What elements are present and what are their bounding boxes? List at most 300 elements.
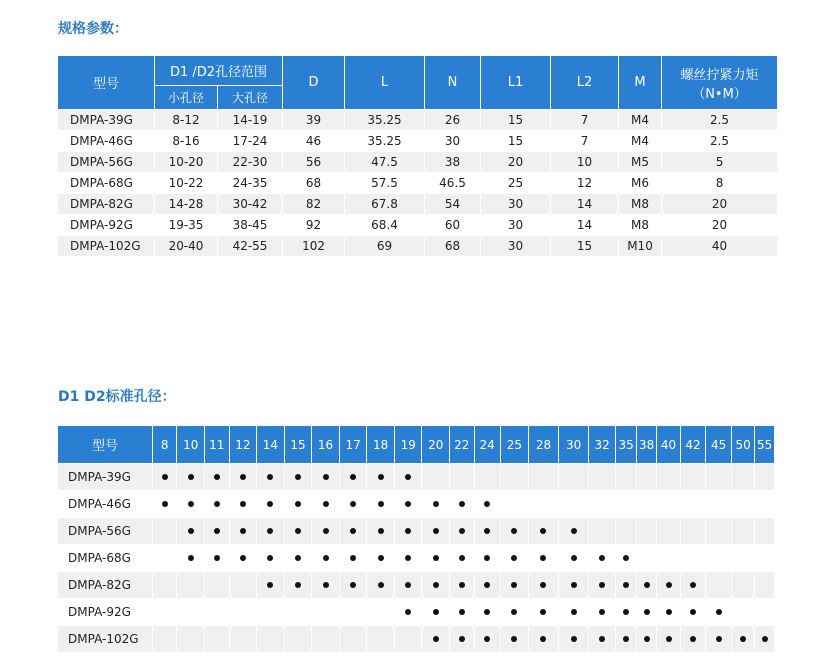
availability-dot [644, 609, 650, 615]
bore-cell [395, 599, 423, 626]
availability-dot [623, 582, 629, 588]
bore-cell [732, 572, 755, 599]
bore-cell [616, 599, 636, 626]
bore-cell [230, 572, 258, 599]
availability-dot [459, 609, 465, 615]
bore-cell [657, 572, 680, 599]
spec-row [58, 215, 778, 236]
bore-size-header: 11 [205, 426, 230, 464]
spec-row [58, 173, 778, 194]
availability-dot [350, 582, 356, 588]
bore-row [58, 491, 775, 518]
availability-dot [433, 582, 439, 588]
bore-cell [501, 545, 529, 572]
bore-cell [732, 545, 755, 572]
spec-cell-model: DMPA-39G [58, 110, 155, 131]
spec-cell: 38-45 [218, 215, 283, 236]
availability-dot [295, 474, 301, 480]
bore-size-header: 42 [681, 426, 707, 464]
spec-cell: 46.5 [425, 173, 481, 194]
bore-cell [637, 464, 657, 491]
bore-cell [422, 572, 450, 599]
bore-header-model: 型号 [58, 426, 153, 464]
bore-cell [450, 572, 475, 599]
spec-cell: 5 [662, 152, 778, 173]
bore-cell [205, 545, 230, 572]
bore-cell-model: DMPA-39G [58, 464, 153, 491]
bore-table [58, 426, 775, 653]
availability-dot [540, 609, 546, 615]
bore-size-header: 38 [637, 426, 657, 464]
header-n: N [425, 56, 481, 110]
bore-size-header: 40 [657, 426, 680, 464]
bore-cell [257, 545, 285, 572]
bore-cell [153, 572, 178, 599]
bore-cell [559, 626, 589, 653]
header-torque [662, 56, 778, 110]
availability-dot [484, 636, 490, 642]
header-l1: L1 [481, 56, 551, 110]
bore-cell [475, 572, 502, 599]
availability-dot [459, 528, 465, 534]
spec-cell: 30 [481, 236, 551, 257]
availability-dot [690, 609, 696, 615]
bore-cell [205, 464, 230, 491]
bore-cell [285, 599, 313, 626]
availability-dot [162, 501, 168, 507]
bore-cell [395, 491, 423, 518]
spec-cell: 68 [283, 173, 345, 194]
bore-cell [340, 491, 368, 518]
bore-cell [340, 518, 368, 545]
availability-dot [240, 528, 246, 534]
bore-cell [367, 545, 395, 572]
spec-cell: 30-42 [218, 194, 283, 215]
bore-table-body [58, 464, 775, 653]
bore-cell [312, 518, 340, 545]
bore-cell [312, 599, 340, 626]
spec-cell-model: DMPA-46G [58, 131, 155, 152]
availability-dot [484, 555, 490, 561]
spec-cell: 69 [345, 236, 425, 257]
bore-cell [559, 545, 589, 572]
bore-cell-model: DMPA-68G [58, 545, 153, 572]
spec-cell: 38 [425, 152, 481, 173]
bore-size-header: 22 [450, 426, 475, 464]
spec-row [58, 152, 778, 173]
availability-dot [690, 582, 696, 588]
bore-cell [450, 518, 475, 545]
availability-dot [240, 555, 246, 561]
spec-cell: 46 [283, 131, 345, 152]
bore-cell [681, 626, 707, 653]
spec-row [58, 194, 778, 215]
bore-cell [706, 599, 732, 626]
availability-dot [267, 528, 273, 534]
spec-cell: 15 [481, 110, 551, 131]
spec-cell: 39 [283, 110, 345, 131]
spec-cell: M5 [619, 152, 662, 173]
spec-cell: 42-55 [218, 236, 283, 257]
bore-cell [312, 626, 340, 653]
bore-cell [589, 572, 617, 599]
bore-cell [637, 599, 657, 626]
availability-dot [484, 528, 490, 534]
bore-size-header: 14 [257, 426, 285, 464]
availability-dot [599, 555, 605, 561]
bore-cell [230, 599, 258, 626]
bore-cell [529, 518, 560, 545]
bore-cell [422, 626, 450, 653]
spec-cell-model: DMPA-68G [58, 173, 155, 194]
bore-row [58, 464, 775, 491]
bore-cell [395, 572, 423, 599]
spec-cell: 14-19 [218, 110, 283, 131]
availability-dot [433, 528, 439, 534]
bore-cell [450, 545, 475, 572]
availability-dot [623, 609, 629, 615]
spec-cell: 17-24 [218, 131, 283, 152]
bore-cell [732, 518, 755, 545]
bore-size-header: 15 [285, 426, 313, 464]
spec-cell: 25 [481, 173, 551, 194]
bore-cell [475, 518, 502, 545]
bore-cell [657, 491, 680, 518]
bore-cell [257, 491, 285, 518]
bore-cell [422, 545, 450, 572]
bore-cell [367, 599, 395, 626]
bore-cell [257, 518, 285, 545]
bore-cell [501, 491, 529, 518]
bore-cell [312, 491, 340, 518]
spec-cell-model: DMPA-102G [58, 236, 155, 257]
availability-dot [405, 501, 411, 507]
spec-cell: M4 [619, 131, 662, 152]
bore-cell [732, 626, 755, 653]
bore-cell [681, 518, 707, 545]
spec-cell: 14 [551, 215, 619, 236]
bore-cell [153, 518, 178, 545]
bore-cell [681, 572, 707, 599]
spec-cell: M4 [619, 110, 662, 131]
bore-cell [395, 626, 423, 653]
spec-cell: 68.4 [345, 215, 425, 236]
availability-dot [214, 528, 220, 534]
spec-cell: 7 [551, 110, 619, 131]
availability-dot [740, 636, 746, 642]
availability-dot [433, 555, 439, 561]
bore-cell [755, 491, 775, 518]
spec-cell: 14-28 [155, 194, 218, 215]
bore-cell [367, 491, 395, 518]
spec-row [58, 131, 778, 152]
bore-row [58, 518, 775, 545]
header-model: 型号 [58, 56, 155, 110]
bore-cell [637, 626, 657, 653]
bore-cell [475, 599, 502, 626]
header-l: L [345, 56, 425, 110]
spec-cell: 20 [662, 215, 778, 236]
bore-cell [450, 626, 475, 653]
spec-cell: 19-35 [155, 215, 218, 236]
spec-cell: 20 [662, 194, 778, 215]
availability-dot [540, 528, 546, 534]
spec-cell: 47.5 [345, 152, 425, 173]
availability-dot [405, 555, 411, 561]
bore-cell [177, 626, 205, 653]
availability-dot [405, 609, 411, 615]
spec-cell: 8-12 [155, 110, 218, 131]
availability-dot [540, 555, 546, 561]
bore-size-header: 25 [501, 426, 529, 464]
bore-cell [205, 626, 230, 653]
spec-cell: 22-30 [218, 152, 283, 173]
availability-dot [188, 528, 194, 534]
availability-dot [267, 501, 273, 507]
bore-cell [637, 518, 657, 545]
bore-cell [706, 518, 732, 545]
bore-cell [177, 545, 205, 572]
availability-dot [378, 555, 384, 561]
bore-cell [559, 599, 589, 626]
bore-cell [706, 626, 732, 653]
bore-size-header: 17 [340, 426, 368, 464]
spec-row [58, 110, 778, 131]
bore-cell [616, 626, 636, 653]
bore-cell [340, 626, 368, 653]
bore-table-header [58, 426, 775, 464]
bore-cell [177, 464, 205, 491]
bore-cell [657, 599, 680, 626]
bore-cell [559, 464, 589, 491]
availability-dot [405, 528, 411, 534]
bore-cell [501, 518, 529, 545]
bore-cell-model: DMPA-82G [58, 572, 153, 599]
bore-cell-model: DMPA-46G [58, 491, 153, 518]
availability-dot [267, 555, 273, 561]
bore-size-header: 35 [616, 426, 636, 464]
bore-cell [559, 518, 589, 545]
availability-dot [540, 582, 546, 588]
bore-section-title: D1 D2标准孔径： [58, 389, 176, 405]
bore-cell [732, 491, 755, 518]
spec-cell: 40 [662, 236, 778, 257]
availability-dot [571, 636, 577, 642]
spec-cell: 20-40 [155, 236, 218, 257]
spec-cell: 15 [551, 236, 619, 257]
availability-dot [484, 501, 490, 507]
bore-cell [395, 464, 423, 491]
spec-table-header [58, 56, 778, 110]
bore-cell [589, 545, 617, 572]
availability-dot [295, 528, 301, 534]
bore-cell [285, 626, 313, 653]
availability-dot [511, 636, 517, 642]
availability-dot [484, 609, 490, 615]
bore-size-header: 50 [732, 426, 755, 464]
bore-cell [755, 464, 775, 491]
spec-cell: 14 [551, 194, 619, 215]
header-bore-range: D1 /D2孔径范围 [155, 56, 283, 86]
spec-cell: 7 [551, 131, 619, 152]
bore-cell [177, 518, 205, 545]
bore-cell [285, 518, 313, 545]
availability-dot [214, 555, 220, 561]
availability-dot [599, 636, 605, 642]
availability-dot [295, 501, 301, 507]
availability-dot [433, 609, 439, 615]
availability-dot [378, 582, 384, 588]
bore-cell [205, 491, 230, 518]
spec-cell: M6 [619, 173, 662, 194]
availability-dot [459, 501, 465, 507]
bore-cell [285, 464, 313, 491]
spec-cell: 57.5 [345, 173, 425, 194]
header-l2: L2 [551, 56, 619, 110]
bore-cell [755, 572, 775, 599]
availability-dot [350, 501, 356, 507]
header-d: D [283, 56, 345, 110]
bore-cell [422, 599, 450, 626]
spec-section-title: 规格参数： [58, 21, 128, 37]
availability-dot [571, 609, 577, 615]
bore-cell [559, 572, 589, 599]
spec-cell: 8-16 [155, 131, 218, 152]
availability-dot [214, 501, 220, 507]
bore-cell [340, 545, 368, 572]
availability-dot [214, 474, 220, 480]
bore-cell [681, 491, 707, 518]
bore-cell [367, 572, 395, 599]
bore-cell-model: DMPA-92G [58, 599, 153, 626]
bore-cell [501, 572, 529, 599]
bore-cell [340, 464, 368, 491]
bore-row [58, 626, 775, 653]
spec-row [58, 236, 778, 257]
spec-cell: 30 [481, 194, 551, 215]
bore-cell [285, 491, 313, 518]
availability-dot [599, 582, 605, 588]
bore-cell [732, 599, 755, 626]
bore-size-header: 45 [706, 426, 732, 464]
bore-cell [450, 464, 475, 491]
spec-cell: 54 [425, 194, 481, 215]
bore-cell [153, 626, 178, 653]
bore-row [58, 545, 775, 572]
spec-table [58, 56, 778, 257]
spec-cell: M10 [619, 236, 662, 257]
bore-cell [529, 491, 560, 518]
bore-cell [177, 599, 205, 626]
bore-cell [230, 626, 258, 653]
availability-dot [666, 636, 672, 642]
bore-cell [422, 491, 450, 518]
availability-dot [484, 582, 490, 588]
bore-row [58, 572, 775, 599]
bore-row [58, 599, 775, 626]
availability-dot [666, 609, 672, 615]
bore-cell [657, 464, 680, 491]
bore-cell [616, 464, 636, 491]
bore-cell [367, 518, 395, 545]
spec-cell: 56 [283, 152, 345, 173]
bore-cell [637, 545, 657, 572]
spec-cell-model: DMPA-82G [58, 194, 155, 215]
bore-cell [285, 572, 313, 599]
availability-dot [188, 501, 194, 507]
bore-cell [529, 545, 560, 572]
availability-dot [571, 582, 577, 588]
bore-size-header: 19 [395, 426, 423, 464]
spec-cell: M8 [619, 215, 662, 236]
bore-cell [616, 518, 636, 545]
spec-cell: 10-20 [155, 152, 218, 173]
availability-dot [240, 501, 246, 507]
availability-dot [267, 582, 273, 588]
bore-size-header: 32 [589, 426, 617, 464]
availability-dot [433, 636, 439, 642]
bore-cell [589, 464, 617, 491]
spec-cell: 82 [283, 194, 345, 215]
bore-cell [475, 545, 502, 572]
availability-dot [378, 528, 384, 534]
spec-cell: 8 [662, 173, 778, 194]
availability-dot [459, 636, 465, 642]
bore-cell [205, 518, 230, 545]
bore-cell [637, 491, 657, 518]
bore-cell [657, 626, 680, 653]
spec-cell: 30 [481, 215, 551, 236]
spec-cell: 92 [283, 215, 345, 236]
bore-cell [732, 464, 755, 491]
bore-cell [755, 518, 775, 545]
availability-dot [459, 555, 465, 561]
availability-dot [511, 555, 517, 561]
bore-cell [706, 545, 732, 572]
bore-cell [589, 518, 617, 545]
bore-cell [755, 599, 775, 626]
availability-dot [511, 582, 517, 588]
availability-dot [716, 609, 722, 615]
availability-dot [571, 528, 577, 534]
spec-cell: 60 [425, 215, 481, 236]
bore-cell [257, 626, 285, 653]
bore-cell [450, 491, 475, 518]
bore-cell [153, 491, 178, 518]
bore-size-header: 20 [422, 426, 450, 464]
bore-cell [616, 545, 636, 572]
availability-dot [433, 501, 439, 507]
availability-dot [459, 582, 465, 588]
availability-dot [644, 636, 650, 642]
availability-dot [378, 501, 384, 507]
bore-cell [312, 545, 340, 572]
bore-cell [153, 545, 178, 572]
bore-cell [501, 464, 529, 491]
header-torque-unit: （N•M） [692, 86, 747, 102]
availability-dot [350, 528, 356, 534]
bore-cell [475, 464, 502, 491]
bore-cell [230, 464, 258, 491]
spec-cell: 67.8 [345, 194, 425, 215]
bore-cell [681, 599, 707, 626]
bore-cell [153, 464, 178, 491]
spec-cell: 68 [425, 236, 481, 257]
spec-table-body [58, 110, 778, 257]
bore-size-header: 28 [529, 426, 560, 464]
bore-cell [422, 464, 450, 491]
availability-dot [599, 609, 605, 615]
